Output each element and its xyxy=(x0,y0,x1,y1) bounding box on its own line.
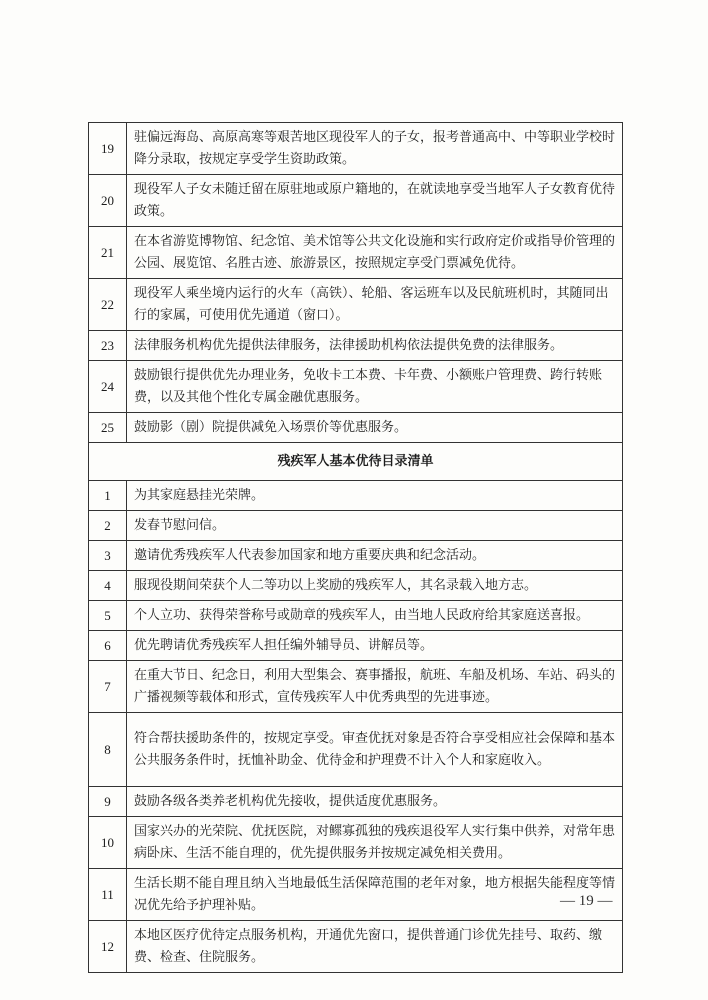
row-text: 国家兴办的光荣院、优抚医院，对鳏寡孤独的残疾退役军人实行集中供养，对常年患病卧床、生活不能自理的，优先提供服务并按规定减免相关费用。 xyxy=(127,817,623,869)
row-text: 驻偏远海岛、高原高寒等艰苦地区现役军人的子女，报考普通高中、中等职业学校时降分录取，按规定享受学生资助政策。 xyxy=(127,123,623,175)
row-number: 10 xyxy=(89,817,127,869)
row-number: 19 xyxy=(89,123,127,175)
row-text: 服现役期间荣获个人二等功以上奖励的残疾军人，其名录载入地方志。 xyxy=(127,571,623,601)
row-number: 8 xyxy=(89,713,127,787)
row-number: 25 xyxy=(89,413,127,443)
table-row xyxy=(89,331,623,361)
row-number: 6 xyxy=(89,631,127,661)
section-header-row xyxy=(89,443,623,481)
row-text: 符合帮扶援助条件的，按规定享受。审查优抚对象是否符合享受相应社会保障和基本公共服务条件时，抚恤补助金、优待金和护理费不计入个人和家庭收入。 xyxy=(127,713,623,787)
row-number: 23 xyxy=(89,331,127,361)
table-row xyxy=(89,511,623,541)
row-number: 24 xyxy=(89,361,127,413)
row-text: 邀请优秀残疾军人代表参加国家和地方重要庆典和纪念活动。 xyxy=(127,541,623,571)
table-row xyxy=(89,631,623,661)
table-row xyxy=(89,921,623,973)
row-text: 鼓励各级各类养老机构优先接收，提供适度优惠服务。 xyxy=(127,787,623,817)
row-text: 现役军人子女未随迁留在原驻地或原户籍地的，在就读地享受当地军人子女教育优待政策。 xyxy=(127,175,623,227)
table-row xyxy=(89,571,623,601)
row-number: 1 xyxy=(89,481,127,511)
table-row xyxy=(89,413,623,443)
row-number: 9 xyxy=(89,787,127,817)
table-row xyxy=(89,481,623,511)
row-text: 法律服务机构优先提供法律服务，法律援助机构依法提供免费的法律服务。 xyxy=(127,331,623,361)
table-row xyxy=(89,869,623,921)
section-title: 残疾军人基本优待目录清单 xyxy=(89,443,623,481)
row-text: 本地区医疗优待定点服务机构，开通优先窗口，提供普通门诊优先挂号、取药、缴费、检查、住院服务。 xyxy=(127,921,623,973)
row-text: 为其家庭悬挂光荣牌。 xyxy=(127,481,623,511)
row-text: 现役军人乘坐境内运行的火车（高铁）、轮船、客运班车以及民航班机时，其随同出行的家属，可使用优先通道（窗口）。 xyxy=(127,279,623,331)
row-number: 2 xyxy=(89,511,127,541)
table-row xyxy=(89,541,623,571)
row-number: 21 xyxy=(89,227,127,279)
row-number: 12 xyxy=(89,921,127,973)
row-text: 个人立功、获得荣誉称号或勋章的残疾军人，由当地人民政府给其家庭送喜报。 xyxy=(127,601,623,631)
row-text: 在本省游览博物馆、纪念馆、美术馆等公共文化设施和实行政府定价或指导价管理的公园、展览馆、名胜古迹、旅游景区，按照规定享受门票减免优待。 xyxy=(127,227,623,279)
row-text: 发春节慰问信。 xyxy=(127,511,623,541)
table-row xyxy=(89,817,623,869)
table-row xyxy=(89,601,623,631)
table-row xyxy=(89,123,623,175)
row-number: 4 xyxy=(89,571,127,601)
row-text: 优先聘请优秀残疾军人担任编外辅导员、讲解员等。 xyxy=(127,631,623,661)
table-row xyxy=(89,175,623,227)
table-row xyxy=(89,713,623,787)
row-number: 5 xyxy=(89,601,127,631)
row-number: 22 xyxy=(89,279,127,331)
page-number: — 19 — xyxy=(560,893,613,909)
row-number: 7 xyxy=(89,661,127,713)
table-row xyxy=(89,361,623,413)
row-text: 在重大节日、纪念日，利用大型集会、赛事播报，航班、车船及机场、车站、码头的广播视频等载体和形式，宣传残疾军人中优秀典型的先进事迹。 xyxy=(127,661,623,713)
table-row xyxy=(89,787,623,817)
table-row xyxy=(89,661,623,713)
table-row xyxy=(89,227,623,279)
row-number: 11 xyxy=(89,869,127,921)
row-text: 鼓励影（剧）院提供减免入场票价等优惠服务。 xyxy=(127,413,623,443)
benefits-table xyxy=(88,122,623,973)
table-row xyxy=(89,279,623,331)
row-text: 鼓励银行提供优先办理业务，免收卡工本费、卡年费、小额账户管理费、跨行转账费，以及其他个性化专属金融优惠服务。 xyxy=(127,361,623,413)
row-text: 生活长期不能自理且纳入当地最低生活保障范围的老年对象，地方根据失能程度等情况优先给予护理补贴。 xyxy=(127,869,623,921)
row-number: 20 xyxy=(89,175,127,227)
row-number: 3 xyxy=(89,541,127,571)
